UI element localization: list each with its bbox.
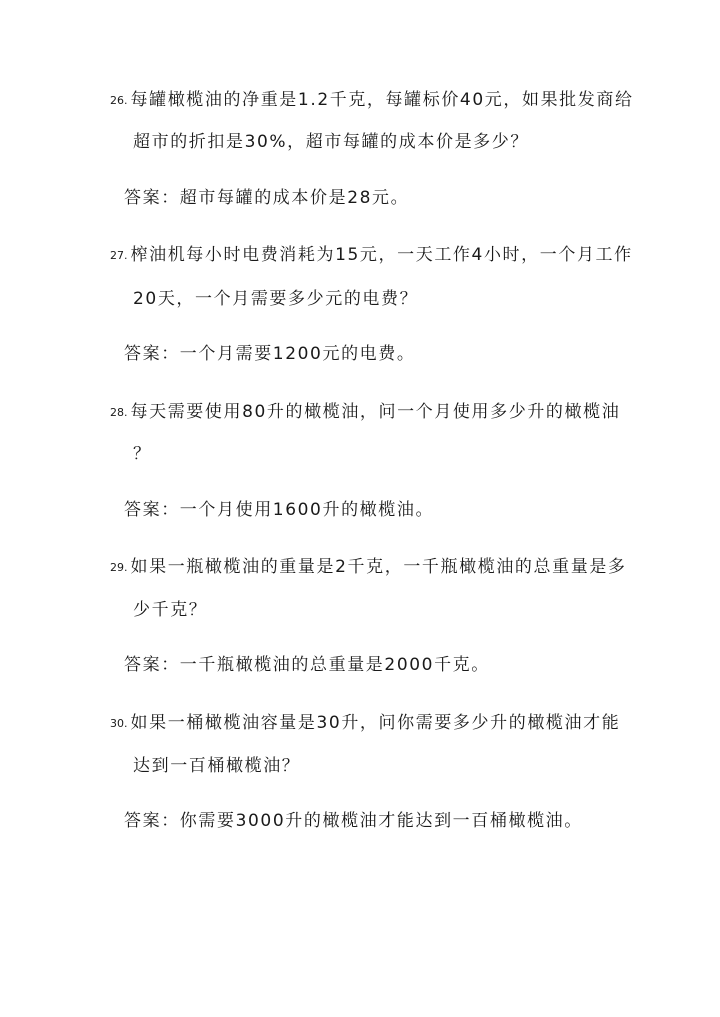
question-26-text-1: 每罐橄榄油的净重是1.2千克，每罐标价40元，如果批发商给 bbox=[130, 90, 634, 110]
question-29-number: 29. bbox=[110, 561, 128, 574]
question-30-line-2: 达到一百桶橄榄油？ bbox=[133, 756, 301, 776]
question-29-line-1 bbox=[110, 556, 627, 579]
question-27-line-2: 20天，一个月需要多少元的电费？ bbox=[133, 289, 419, 309]
question-26-line-2: 超市的折扣是30%，超市每罐的成本价是多少？ bbox=[133, 132, 529, 152]
question-29-answer: 答案：一千瓶橄榄油的总重量是2000千克。 bbox=[124, 655, 490, 675]
question-30-number: 30. bbox=[110, 717, 128, 730]
question-29-text-1: 如果一瓶橄榄油的重量是2千克，一千瓶橄榄油的总重量是多 bbox=[130, 557, 627, 577]
question-28-text-1: 每天需要使用80升的橄榄油，问一个月使用多少升的橄榄油 bbox=[130, 402, 621, 422]
question-30-text-1: 如果一桶橄榄油容量是30升，问你需要多少升的橄榄油才能 bbox=[130, 713, 621, 733]
question-27-line-1 bbox=[110, 244, 633, 267]
question-26-answer: 答案：超市每罐的成本价是28元。 bbox=[124, 188, 410, 208]
question-26-line-1 bbox=[110, 89, 634, 112]
question-28-answer: 答案：一个月使用1600升的橄榄油。 bbox=[124, 500, 435, 520]
question-30-answer: 答案：你需要3000升的橄榄油才能达到一百桶橄榄油。 bbox=[124, 811, 583, 831]
question-28-line-1 bbox=[110, 401, 620, 424]
question-27-answer: 答案：一个月需要1200元的电费。 bbox=[124, 344, 416, 364]
question-27-text-1: 榨油机每小时电费消耗为15元，一天工作4小时，一个月工作 bbox=[130, 245, 633, 265]
question-27-number: 27. bbox=[110, 249, 128, 262]
question-29-line-2: 少千克？ bbox=[133, 600, 208, 620]
question-26-number: 26. bbox=[110, 94, 128, 107]
question-30-line-1 bbox=[110, 712, 620, 735]
question-28-number: 28. bbox=[110, 406, 128, 419]
question-28-line-2: ？ bbox=[133, 444, 152, 464]
